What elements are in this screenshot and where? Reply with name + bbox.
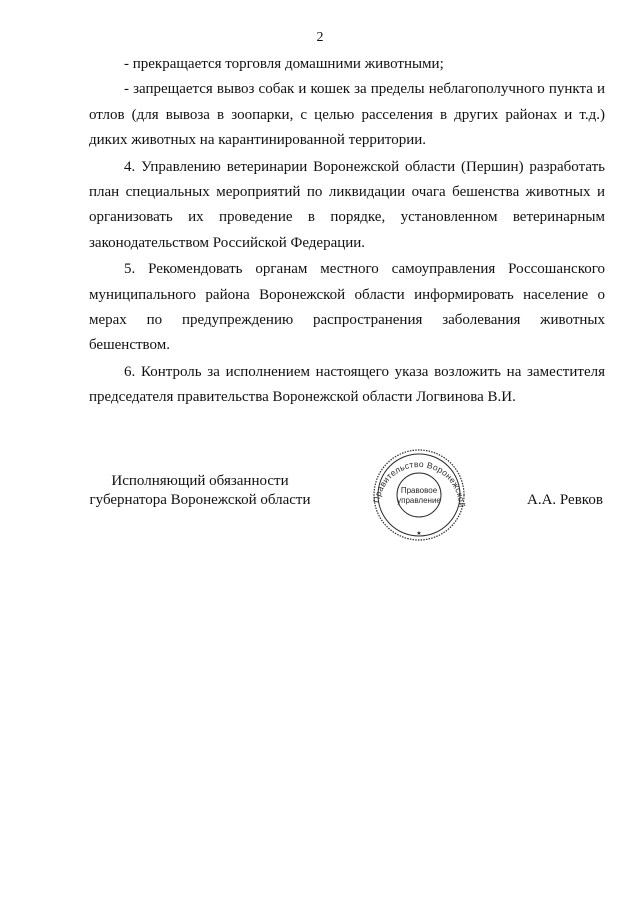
page-number: 2 — [316, 30, 324, 45]
stamp-star-icon: ★ — [416, 530, 422, 537]
official-stamp — [367, 449, 471, 541]
paragraph-item-5: 5. Рекомендовать органам местного самоуправления Россошанского муниципального района Воронежской области информировать население о мерах по предупреждению распространения заболевания животных бешенством. — [89, 261, 605, 354]
document-body — [89, 52, 605, 411]
signatory-name: А.А. Ревков — [527, 492, 603, 508]
stamp-inner-line-1: Правовое — [400, 486, 438, 495]
signature-title-line-1: Исполняющий обязанности — [111, 473, 289, 489]
stamp-seal-icon — [367, 449, 471, 541]
signature-title-line-2: губернатора Воронежской области — [89, 492, 311, 508]
paragraph-trade-ban: - прекращается торговля домашними животными; — [124, 56, 444, 72]
stamp-inner-line-2: управление — [397, 496, 441, 505]
signature-title — [89, 472, 311, 510]
stamp-outer-text: Правительство Воронежской — [371, 458, 468, 508]
paragraph-export-ban: - запрещается вывоз собак и кошек за пределы неблагополучного пункта и отлов (для вывоза в зоопарки, с целью расселения в других районах и т.д.) диких животных на карантинированной территории. — [89, 81, 605, 149]
paragraph-item-4: 4. Управлению ветеринарии Воронежской области (Першин) разработать план специальных мероприятий по ликвидации очага бешенства животных и организовать их проведение в порядке, установленном ветеринарным законодательством Российской Федерации. — [89, 158, 605, 251]
paragraph-item-6: 6. Контроль за исполнением настоящего указа возложить на заместителя председателя правительства Воронежской области Логвинова В.И. — [89, 363, 605, 406]
